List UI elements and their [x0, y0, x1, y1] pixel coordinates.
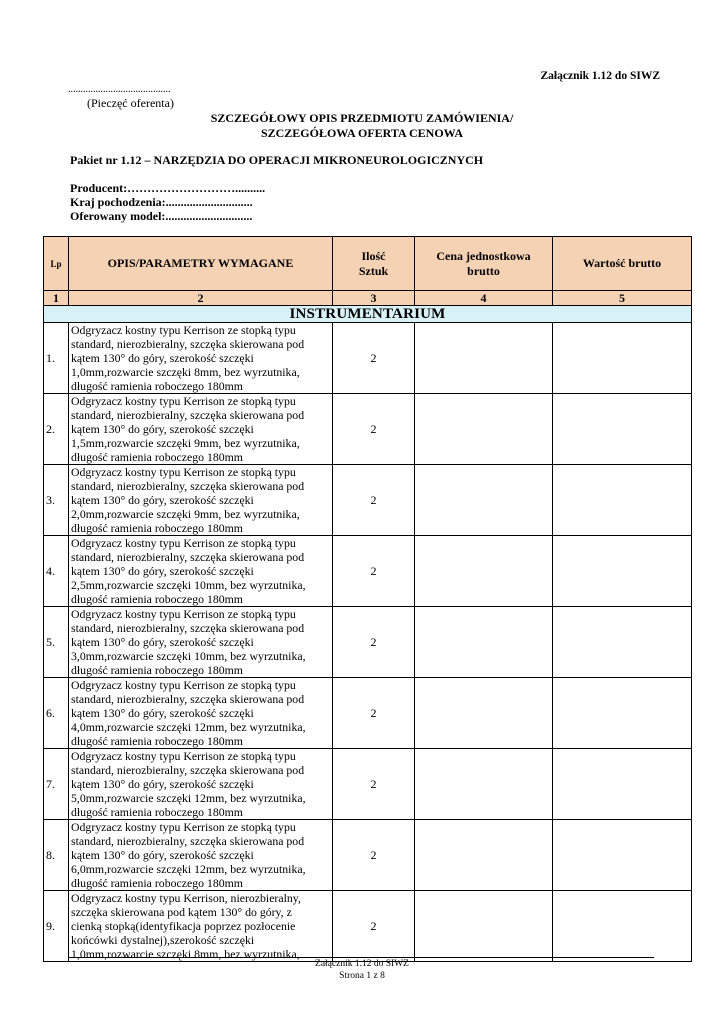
row-lp: 1.: [44, 323, 69, 394]
column-number: 2: [69, 291, 333, 306]
description-line: kątem 130° do góry, szerokość szczęki: [71, 635, 254, 649]
description-line: standard, nierozbieralny, szczęka skierowana pod: [71, 550, 305, 564]
description-line: Odgryzacz kostny typu Kerrison ze stopką typu: [71, 394, 296, 408]
description-line: długość ramienia roboczego 180mm: [71, 663, 243, 677]
footer-attachment: Załącznik 1.12 do SIWZ: [315, 959, 409, 969]
description-line: długość ramienia roboczego 180mm: [71, 521, 243, 535]
row-quantity: 2: [333, 678, 415, 749]
table-row: [44, 749, 692, 820]
description-line: Odgryzacz kostny typu Kerrison, nierozbieralny,: [71, 891, 301, 905]
row-total-value-cell[interactable]: [553, 891, 692, 962]
description-line: 5,0mm,rozwarcie szczęki 12mm, bez wyrzutnika,: [71, 791, 306, 805]
table-row: [44, 394, 692, 465]
row-quantity: 2: [333, 536, 415, 607]
description-line: 1,0mm,rozwarcie szczęki 8mm, bez wyrzutnika,: [71, 947, 300, 961]
header-unit-price: [415, 237, 553, 291]
document-title-line1: SZCZEGÓŁOWY OPIS PRZEDMIOTU ZAMÓWIENIA/: [210, 111, 514, 125]
column-number-row: [44, 291, 692, 306]
description-line: kątem 130° do góry, szerokość szczęki: [71, 351, 254, 365]
row-quantity: 2: [333, 891, 415, 962]
description-line: kątem 130° do góry, szerokość szczęki: [71, 422, 254, 436]
country-field: Kraj pochodzenia:.............................: [70, 195, 253, 209]
description-line: standard, nierozbieralny, szczęka skierowana pod: [71, 834, 305, 848]
row-description: [69, 820, 333, 891]
offer-table: [43, 236, 692, 962]
section-title: INSTRUMENTARIUM: [44, 306, 692, 323]
table-header-row: [44, 237, 692, 291]
row-total-value-cell[interactable]: [553, 749, 692, 820]
row-quantity: 2: [333, 394, 415, 465]
description-line: standard, nierozbieralny, szczęka skierowana pod: [71, 337, 305, 351]
producer-field: Producent:………………………..........: [70, 181, 266, 195]
footer-page-number: Strona 1 z 8: [339, 971, 385, 981]
table-row: [44, 891, 692, 962]
description-line: 1,5mm,rozwarcie szczęki 9mm, bez wyrzutnika,: [71, 436, 300, 450]
row-description: [69, 607, 333, 678]
description-line: Odgryzacz kostny typu Kerrison ze stopką typu: [71, 820, 296, 834]
row-total-value-cell[interactable]: [553, 820, 692, 891]
row-total-value-cell[interactable]: [553, 394, 692, 465]
description-line: 1,0mm,rozwarcie szczęki 8mm, bez wyrzutnika,: [71, 365, 300, 379]
stamp-label: (Pieczęć oferenta): [87, 96, 174, 110]
header-description: OPIS/PARAMETRY WYMAGANE: [69, 237, 333, 291]
row-unit-price-cell[interactable]: [415, 465, 553, 536]
model-field: Oferowany model:.............................: [70, 209, 253, 223]
row-lp: 6.: [44, 678, 69, 749]
column-number: 5: [553, 291, 692, 306]
row-description: [69, 749, 333, 820]
stamp-dotted-line: .........................................: [68, 84, 171, 95]
row-total-value-cell[interactable]: [553, 678, 692, 749]
row-unit-price-cell[interactable]: [415, 323, 553, 394]
row-unit-price-cell[interactable]: [415, 394, 553, 465]
row-description: [69, 465, 333, 536]
description-line: standard, nierozbieralny, szczęka skierowana pod: [71, 763, 305, 777]
row-description: [69, 678, 333, 749]
row-quantity: 2: [333, 465, 415, 536]
table-row: [44, 607, 692, 678]
row-unit-price-cell[interactable]: [415, 607, 553, 678]
table-row: [44, 323, 692, 394]
header-lp: Lp: [44, 237, 69, 291]
row-quantity: 2: [333, 820, 415, 891]
row-unit-price-cell[interactable]: [415, 820, 553, 891]
footer-divider: [68, 957, 654, 958]
description-line: długość ramienia roboczego 180mm: [71, 592, 243, 606]
row-total-value-cell[interactable]: [553, 465, 692, 536]
description-line: 4,0mm,rozwarcie szczęki 12mm, bez wyrzutnika,: [71, 720, 306, 734]
row-total-value-cell[interactable]: [553, 607, 692, 678]
description-line: długość ramienia roboczego 180mm: [71, 379, 243, 393]
row-total-value-cell[interactable]: [553, 536, 692, 607]
header-total-value: Wartość brutto: [553, 237, 692, 291]
description-line: 3,0mm,rozwarcie szczęki 10mm, bez wyrzutnika,: [71, 649, 306, 663]
description-line: długość ramienia roboczego 180mm: [71, 450, 243, 464]
header-unit-price-line1: Cena jednostkowa: [436, 248, 531, 263]
description-line: kątem 130° do góry, szerokość szczęki: [71, 777, 254, 791]
attachment-label: Załącznik 1.12 do SIWZ: [540, 70, 660, 82]
table-row: [44, 465, 692, 536]
description-line: długość ramienia roboczego 180mm: [71, 734, 243, 748]
description-line: Odgryzacz kostny typu Kerrison ze stopką typu: [71, 465, 296, 479]
row-lp: 7.: [44, 749, 69, 820]
description-line: Odgryzacz kostny typu Kerrison ze stopką typu: [71, 323, 296, 337]
table-row: [44, 678, 692, 749]
description-line: kątem 130° do góry, szerokość szczęki: [71, 848, 254, 862]
row-description: [69, 891, 333, 962]
description-line: długość ramienia roboczego 180mm: [71, 805, 243, 819]
row-quantity: 2: [333, 323, 415, 394]
description-line: 2,0mm,rozwarcie szczęki 9mm, bez wyrzutnika,: [71, 507, 300, 521]
row-lp: 2.: [44, 394, 69, 465]
row-unit-price-cell[interactable]: [415, 749, 553, 820]
row-lp: 8.: [44, 820, 69, 891]
row-unit-price-cell[interactable]: [415, 891, 553, 962]
description-line: kątem 130° do góry, szerokość szczęki: [71, 493, 254, 507]
description-line: kątem 130° do góry, szerokość szczęki: [71, 706, 254, 720]
table-row: [44, 536, 692, 607]
package-title: Pakiet nr 1.12 – NARZĘDZIA DO OPERACJI MIKRONEUROLOGICZNYCH: [70, 153, 484, 167]
description-line: Odgryzacz kostny typu Kerrison ze stopką typu: [71, 536, 296, 550]
header-quantity-line2: Sztuk: [358, 263, 389, 278]
description-line: Odgryzacz kostny typu Kerrison ze stopką typu: [71, 678, 296, 692]
document-title-line2: SZCZEGÓŁOWA OFERTA CENOWA: [260, 126, 464, 140]
header-quantity-line1: Ilość: [361, 248, 386, 263]
row-lp: 3.: [44, 465, 69, 536]
row-description: [69, 536, 333, 607]
description-line: kątem 130° do góry, szerokość szczęki: [71, 564, 254, 578]
row-lp: 9.: [44, 891, 69, 962]
row-lp: 5.: [44, 607, 69, 678]
header-unit-price-line2: brutto: [467, 263, 500, 278]
description-line: długość ramienia roboczego 180mm: [71, 876, 243, 890]
description-line: cienką stopką(identyfikacja poprzez pozłocenie: [71, 919, 296, 933]
row-lp: 4.: [44, 536, 69, 607]
description-line: standard, nierozbieralny, szczęka skierowana pod: [71, 621, 305, 635]
row-description: [69, 323, 333, 394]
description-line: standard, nierozbieralny, szczęka skierowana pod: [71, 479, 305, 493]
description-line: standard, nierozbieralny, szczęka skierowana pod: [71, 692, 305, 706]
column-number: 3: [333, 291, 415, 306]
description-line: szczęka skierowana pod kątem 130° do góry, z: [71, 905, 292, 919]
header-quantity: [333, 237, 415, 291]
table-row: [44, 820, 692, 891]
description-line: końcówki dystalnej),szerokość szczęki: [71, 933, 255, 947]
description-line: standard, nierozbieralny, szczęka skierowana pod: [71, 408, 305, 422]
description-line: Odgryzacz kostny typu Kerrison ze stopką typu: [71, 749, 296, 763]
column-number: 4: [415, 291, 553, 306]
column-number: 1: [44, 291, 69, 306]
row-unit-price-cell[interactable]: [415, 678, 553, 749]
row-quantity: 2: [333, 607, 415, 678]
section-row: [44, 306, 692, 323]
row-total-value-cell[interactable]: [553, 323, 692, 394]
row-unit-price-cell[interactable]: [415, 536, 553, 607]
description-line: 2,5mm,rozwarcie szczęki 10mm, bez wyrzutnika,: [71, 578, 306, 592]
row-description: [69, 394, 333, 465]
row-quantity: 2: [333, 749, 415, 820]
description-line: Odgryzacz kostny typu Kerrison ze stopką typu: [71, 607, 296, 621]
description-line: 6,0mm,rozwarcie szczęki 12mm, bez wyrzutnika,: [71, 862, 306, 876]
